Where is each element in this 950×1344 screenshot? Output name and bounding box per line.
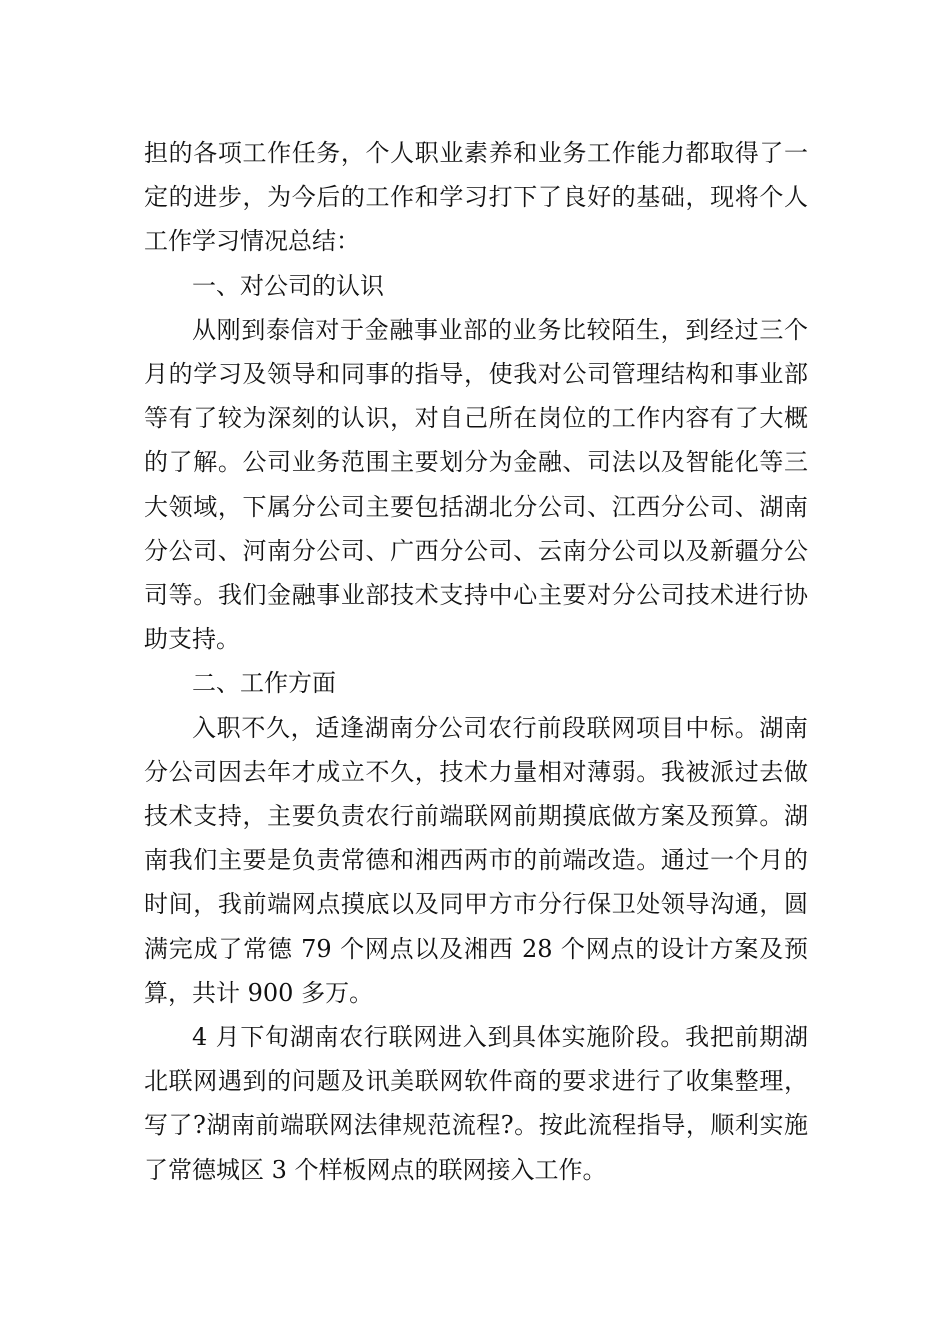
paragraph-intro-continuation: 担的各项工作任务，个人职业素养和业务工作能力都取得了一定的进步，为今后的工作和学习打下了良好的基础，现将个人工作学习情况总结：: [144, 139, 808, 256]
document-body: [144, 131, 808, 1192]
section-heading-work: 二、工作方面: [192, 669, 336, 698]
paragraph-april-implementation: 4 月下旬湖南农行联网进入到具体实施阶段。我把前期湖北联网遇到的问题及讯美联网软件商的要求进行了收集整理，写了?湖南前端联网法律规范流程?。按此流程指导，顺利实施了常德城区 3 个样板网点的联网接入工作。: [144, 1023, 808, 1184]
paragraph-company-overview: 从刚到泰信对于金融事业部的业务比较陌生，到经过三个月的学习及领导和同事的指导，使我对公司管理结构和事业部等有了较为深刻的认识，对自己所在岗位的工作内容有了大概的了解。公司业务范围主要划分为金融、司法以及智能化等三大领域，下属分公司主要包括湖北分公司、江西分公司、湖南分公司、河南分公司、广西分公司、云南分公司以及新疆分公司等。我们金融事业部技术支持中心主要对分公司技术进行协助支持。: [144, 315, 808, 654]
paragraph-hunan-project: 入职不久，适逢湖南分公司农行前段联网项目中标。湖南分公司因去年才成立不久，技术力量相对薄弱。我被派过去做技术支持，主要负责农行前端联网前期摸底做方案及预算。湖南我们主要是负责常德和湘西两市的前端改造。通过一个月的时间，我前端网点摸底以及同甲方市分行保卫处领导沟通，圆满完成了常德 79 个网点以及湘西 28 个网点的设计方案及预算，共计 900 多万。: [144, 713, 808, 1007]
section-heading-company: 一、对公司的认识: [192, 271, 384, 300]
